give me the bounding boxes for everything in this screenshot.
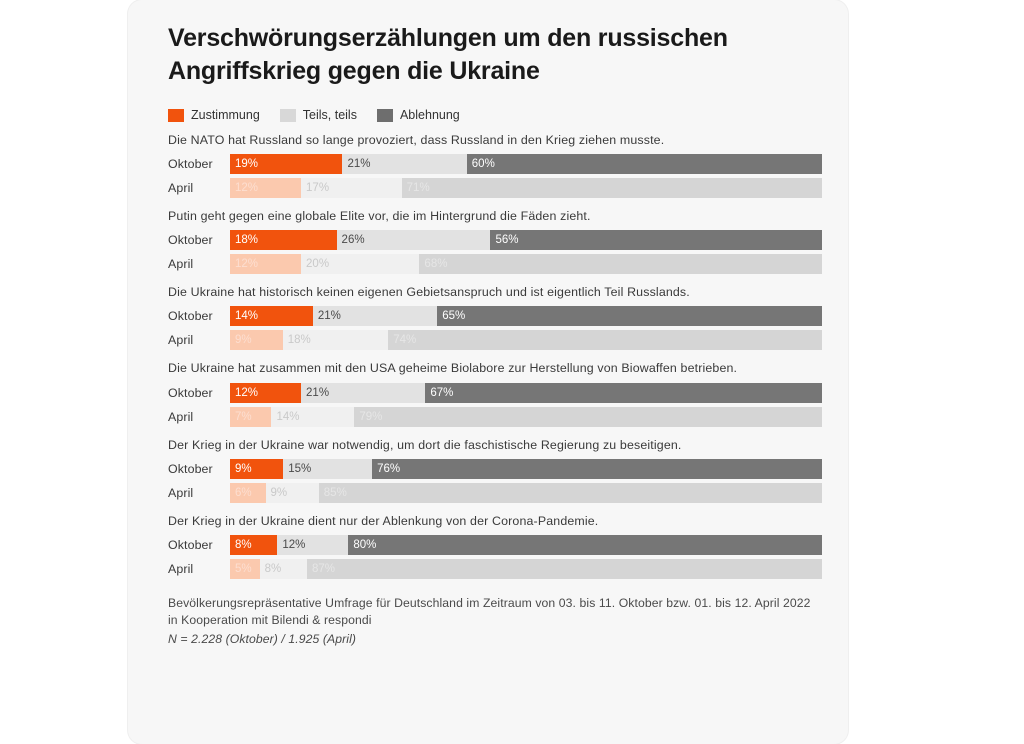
stacked-bar <box>230 383 822 403</box>
bar-row <box>168 407 822 427</box>
bar-segment-agree <box>230 254 301 274</box>
statement-block <box>168 208 822 274</box>
bar-row <box>168 330 822 350</box>
bar-segment-partly <box>283 459 372 479</box>
bar-segment-reject <box>402 178 822 198</box>
bar-segment-partly <box>313 306 437 326</box>
bar-segment-value-reject: 76% <box>377 462 401 475</box>
statement-text: Der Krieg in der Ukraine dient nur der Ablenkung von der Corona-Pandemie. <box>168 513 599 528</box>
bar-segment-value-reject: 87% <box>311 562 335 575</box>
bar-segment-reject <box>348 535 822 555</box>
bar-row-label: Oktober <box>168 157 213 172</box>
bar-segment-reject <box>425 383 822 403</box>
bar-segment-partly <box>337 230 491 250</box>
bar-segment-agree <box>230 306 313 326</box>
statement-text: Der Krieg in der Ukraine war notwendig, um dort die faschistische Regierung zu beseitigen. <box>168 437 682 452</box>
footnote-sample-size: N = 2.228 (Oktober) / 1.925 (April) <box>168 632 357 647</box>
bar-segment-value-partly: 21% <box>347 158 371 171</box>
bar-row <box>168 459 822 479</box>
bar-segment-value-partly: 14% <box>276 410 300 423</box>
bar-row-label: April <box>168 409 194 424</box>
bar-segment-value-agree: 8% <box>235 538 252 551</box>
stacked-bar <box>230 254 822 274</box>
bar-segment-partly <box>301 383 425 403</box>
bar-segment-value-reject: 74% <box>393 334 417 347</box>
bar-segment-value-reject: 67% <box>430 386 454 399</box>
legend-label-zustimmung: Zustimmung <box>191 108 260 122</box>
bar-row-label: April <box>168 485 194 500</box>
bar-segment-value-partly: 9% <box>270 486 288 499</box>
bar-segment-reject <box>490 230 822 250</box>
bar-segment-reject <box>354 407 822 427</box>
bar-segment-value-reject: 80% <box>353 538 377 551</box>
bar-row-label: Oktober <box>168 385 213 400</box>
bar-row <box>168 254 822 274</box>
statement-block <box>168 437 822 503</box>
legend-swatch-icon-teils-teils <box>280 109 296 122</box>
bar-segment-agree <box>230 459 283 479</box>
stacked-bar <box>230 483 822 503</box>
bar-segment-partly <box>271 407 354 427</box>
statement-text: Die Ukraine hat zusammen mit den USA geheime Biolabore zur Herstellung von Biowaffen betrieben. <box>168 361 738 376</box>
legend-item-teils-teils <box>280 108 357 122</box>
stacked-bar <box>230 407 822 427</box>
statement-block <box>168 360 822 426</box>
bar-segment-value-agree: 18% <box>235 234 259 247</box>
stacked-bar <box>230 535 822 555</box>
bar-segment-reject <box>467 154 822 174</box>
bar-row-label: April <box>168 333 194 348</box>
stacked-bar <box>230 459 822 479</box>
bar-segment-reject <box>307 559 822 579</box>
bar-segment-agree <box>230 535 277 555</box>
bar-segment-partly <box>266 483 319 503</box>
statement-text: Putin geht gegen eine globale Elite vor, die im Hintergrund die Fäden zieht. <box>168 209 591 224</box>
bar-row-label: April <box>168 181 194 196</box>
bar-segment-agree <box>230 230 337 250</box>
bar-segment-agree <box>230 178 301 198</box>
legend-swatch-icon-zustimmung <box>168 109 184 122</box>
legend-label-teils-teils: Teils, teils <box>302 108 357 122</box>
statement-block <box>168 284 822 350</box>
bar-row-label: April <box>168 257 194 272</box>
stacked-bar <box>230 154 822 174</box>
bar-row <box>168 230 822 250</box>
bar-row <box>168 535 822 555</box>
bar-segment-value-partly: 21% <box>306 386 330 399</box>
chart-legend <box>168 108 822 122</box>
statement-block <box>168 513 822 579</box>
bar-segment-partly <box>260 559 307 579</box>
bar-row <box>168 178 822 198</box>
bar-segment-value-reject: 79% <box>359 410 383 423</box>
chart-blocks <box>154 132 822 579</box>
stacked-bar <box>230 306 822 326</box>
bar-row <box>168 154 822 174</box>
bar-segment-value-reject: 65% <box>442 310 466 323</box>
bar-segment-partly <box>301 178 402 198</box>
statement-block <box>168 132 822 198</box>
footnote-text: Bevölkerungsrepräsentative Umfrage für Deutschland im Zeitraum von 03. bis 11. Oktober bzw. 01. bis 12. April 2022 in Kooperation mit Bilendi & respondi <box>168 595 811 628</box>
chart-footnote <box>168 595 822 649</box>
bar-row-label: Oktober <box>168 233 213 248</box>
bar-segment-value-agree: 19% <box>235 158 259 171</box>
bar-row-label: Oktober <box>168 309 213 324</box>
legend-swatch-icon-ablehnung <box>377 109 393 122</box>
stacked-bar <box>230 230 822 250</box>
bar-segment-value-agree: 5% <box>235 562 252 575</box>
bar-segment-value-partly: 15% <box>288 462 312 475</box>
stacked-bar <box>230 559 822 579</box>
bar-segment-value-agree: 9% <box>235 462 252 475</box>
chart-card <box>128 0 848 744</box>
bar-segment-value-reject: 71% <box>406 182 430 195</box>
statement-text: Die NATO hat Russland so lange provoziert, dass Russland in den Krieg ziehen musste. <box>168 133 665 147</box>
bar-segment-value-reject: 68% <box>424 258 448 271</box>
bar-row <box>168 483 822 503</box>
bar-segment-value-partly: 17% <box>306 182 330 195</box>
bar-segment-value-partly: 8% <box>264 562 282 575</box>
bar-segment-value-agree: 9% <box>235 334 252 347</box>
stacked-bar <box>230 178 822 198</box>
statement-text: Die Ukraine hat historisch keinen eigenen Gebietsanspruch und ist eigentlich Teil Russlands. <box>168 285 690 300</box>
bar-segment-value-reject: 85% <box>323 486 347 499</box>
bar-segment-partly <box>277 535 348 555</box>
bar-segment-reject <box>437 306 822 326</box>
bar-segment-value-partly: 20% <box>306 258 330 271</box>
legend-item-zustimmung <box>168 108 260 122</box>
bar-segment-agree <box>230 483 266 503</box>
bar-row <box>168 559 822 579</box>
legend-item-ablehnung <box>377 108 460 122</box>
bar-row-label: April <box>168 561 194 576</box>
bar-segment-value-partly: 26% <box>341 234 365 247</box>
bar-row-label: Oktober <box>168 461 213 476</box>
bar-segment-reject <box>372 459 822 479</box>
bar-segment-reject <box>388 330 822 350</box>
bar-segment-partly <box>283 330 389 350</box>
bar-segment-agree <box>230 559 260 579</box>
bar-segment-value-partly: 18% <box>287 334 311 347</box>
bar-segment-agree <box>230 407 271 427</box>
bar-segment-value-agree: 7% <box>235 410 252 423</box>
page-title: Verschwörungserzählungen um den russischen Angriffskrieg gegen die Ukraine <box>168 24 728 85</box>
bar-segment-value-agree: 12% <box>235 258 259 271</box>
bar-row <box>168 306 822 326</box>
bar-segment-partly <box>342 154 466 174</box>
bar-segment-value-reject: 56% <box>495 234 519 247</box>
legend-label-ablehnung: Ablehnung <box>399 108 460 122</box>
stacked-bar <box>230 330 822 350</box>
bar-segment-value-partly: 12% <box>282 538 306 551</box>
bar-segment-value-agree: 12% <box>235 386 259 399</box>
bar-segment-agree <box>230 154 342 174</box>
bar-segment-agree <box>230 330 283 350</box>
bar-segment-value-agree: 14% <box>235 310 259 323</box>
bar-segment-reject <box>319 483 822 503</box>
bar-row <box>168 383 822 403</box>
bar-segment-partly <box>301 254 419 274</box>
bar-segment-reject <box>419 254 822 274</box>
bar-segment-agree <box>230 383 301 403</box>
bar-row-label: Oktober <box>168 537 213 552</box>
bar-segment-value-partly: 21% <box>317 310 341 323</box>
bar-segment-value-reject: 60% <box>471 158 495 171</box>
bar-segment-value-agree: 12% <box>235 182 259 195</box>
bar-segment-value-agree: 6% <box>235 486 252 499</box>
